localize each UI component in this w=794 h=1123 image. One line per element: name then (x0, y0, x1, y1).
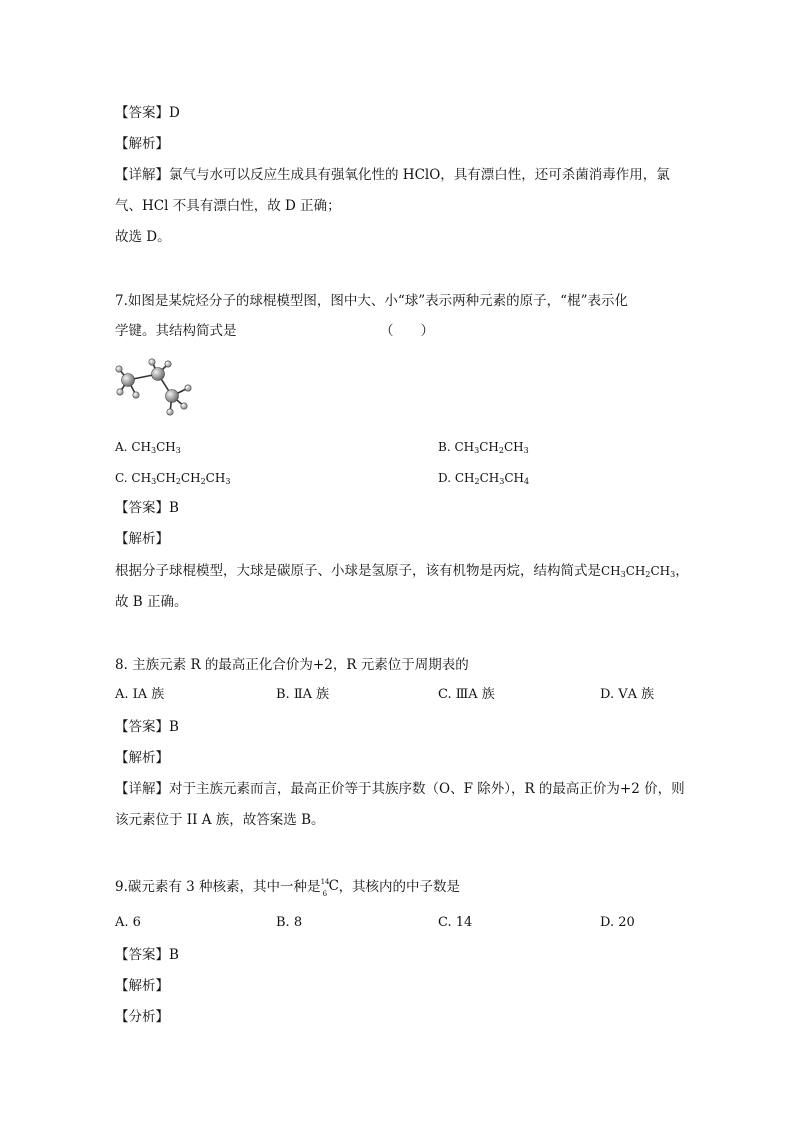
q7-option-b[interactable]: B. $CH_3CH_2CH_3$ (438, 440, 529, 455)
q9-option-b[interactable]: B. 8 (276, 915, 303, 930)
nuclide-carbon-14: 14 6 C (320, 878, 339, 898)
q6-detail-line2: 气、HCl 不具有漂白性，故 D 正确； (115, 198, 341, 214)
ball-stick-model-figure (110, 358, 200, 422)
q7-stem-line1: 7.如图是某烷烃分子的球棍模型图，图中大、小“球”表示两种元素的原子，“棍”表示化 (115, 293, 628, 309)
q9-fenxi-label: 【分析】 (115, 1009, 169, 1025)
q7-explain-line1: 根据分子球棍模型，大球是碳原子、小球是氢原子，该有机物是丙烷，结构简式是$CH_3CH_2CH_3$， (115, 563, 689, 579)
q7-stem-line2: 学键。其结构简式是 (115, 323, 237, 339)
q6-detail-line1: 【详解】氯气与水可以反应生成具有强氧化性的 HClO，具有漂白性，还可杀菌消毒作用，氯 (115, 167, 670, 183)
q9-stem: 9.碳元素有 3 种核素，其中一种是 14 6 C ，其核内的中子数是 (115, 878, 461, 898)
q7-explain-line2: 故 B 正确。 (115, 594, 188, 610)
q8-stem: 8. 主族元素 R 的最高正化合价为+2，R 元素位于周期表的 (115, 657, 469, 673)
q7-option-a[interactable]: A. $CH_3CH_3$ (115, 440, 181, 455)
q6-conclusion: 故选 D。 (115, 229, 171, 245)
q7-analysis-label: 【解析】 (115, 531, 169, 547)
q6-analysis-label: 【解析】 (115, 136, 169, 152)
q7-answer: 【答案】B (115, 500, 179, 516)
q8-detail-line1: 【详解】对于主族元素而言，最高正价等于其族序数（O、F 除外），R 的最高正价为+2 价，则 (115, 781, 685, 797)
q9-option-a[interactable]: A. 6 (115, 915, 141, 930)
q8-option-a[interactable]: A. ⅠA 族 (115, 687, 165, 702)
q9-option-c[interactable]: C. 14 (438, 915, 473, 930)
q9-analysis-label: 【解析】 (115, 978, 169, 994)
q9-answer: 【答案】B (115, 947, 179, 963)
q7-option-c[interactable]: C. $CH_3CH_2CH_2CH_3$ (115, 471, 231, 486)
q8-detail-line2: 该元素位于 II A 族，故答案选 B。 (115, 812, 325, 828)
q7-option-d[interactable]: D. $CH_2CH_3CH_4$ (438, 471, 530, 486)
q8-option-c[interactable]: C. ⅢA 族 (438, 687, 495, 702)
q8-answer: 【答案】B (115, 719, 179, 735)
q8-analysis-label: 【解析】 (115, 750, 169, 766)
q8-option-d[interactable]: D. ⅤA 族 (600, 687, 655, 702)
q8-option-b[interactable]: B. ⅡA 族 (276, 687, 330, 702)
q7-answer-blank: （ ） (380, 323, 434, 339)
q9-option-d[interactable]: D. 20 (600, 915, 635, 930)
q6-answer: 【答案】D (115, 105, 180, 121)
